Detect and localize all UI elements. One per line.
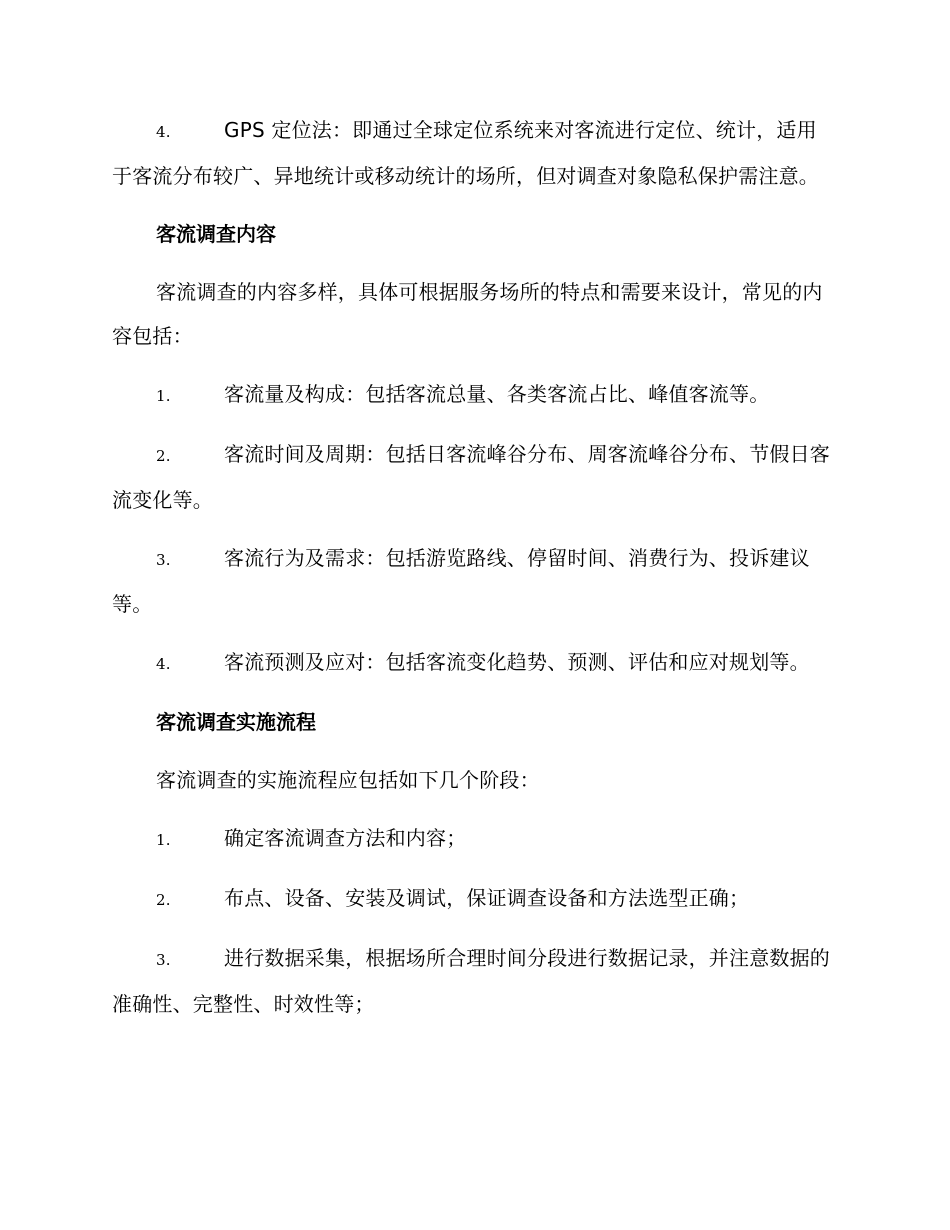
document-page xyxy=(112,108,836,1040)
list-text: 确定客流调查方法和内容； xyxy=(224,826,467,850)
list-text: 客流预测及应对：包括客流变化趋势、预测、评估和应对规划等。 xyxy=(224,650,810,674)
list-item xyxy=(112,536,836,626)
list-number: 2. xyxy=(156,891,171,909)
list-item xyxy=(112,876,836,922)
list-number: 4. xyxy=(156,655,171,673)
list-number: 4. xyxy=(156,123,171,141)
list-item xyxy=(112,432,836,522)
section-heading-content: 客流调查内容 xyxy=(156,222,276,246)
section-intro-process: 客流调查的实施流程应包括如下几个阶段： xyxy=(156,768,540,792)
section-intro-content: 客流调查的内容多样，具体可根据服务场所的特点和需要来设计，常见的内容包括： xyxy=(112,280,823,348)
list-number: 1. xyxy=(156,831,171,849)
list-item xyxy=(112,372,836,418)
list-text: 客流量及构成：包括客流总量、各类客流占比、峰值客流等。 xyxy=(224,382,770,406)
list-item xyxy=(112,936,836,1026)
list-number: 3. xyxy=(156,951,171,969)
list-text: 进行数据采集，根据场所合理时间分段进行数据记录，并注意数据的准确性、完整性、时效性等； xyxy=(112,946,830,1016)
list-text: GPS 定位法：即通过全球定位系统来对客流进行定位、统计，适用于客流分布较广、异地统计或移动统计的场所，但对调查对象隐私保护需注意。 xyxy=(112,118,819,188)
list-text: 布点、设备、安装及调试，保证调查设备和方法选型正确； xyxy=(224,886,750,910)
list-number: 2. xyxy=(156,447,171,465)
list-number: 3. xyxy=(156,551,171,569)
list-item xyxy=(112,816,836,862)
list-text: 客流行为及需求：包括游览路线、停留时间、消费行为、投诉建议等。 xyxy=(112,546,810,616)
list-item xyxy=(112,640,836,686)
list-number: 1. xyxy=(156,387,171,405)
list-text: 客流时间及周期：包括日客流峰谷分布、周客流峰谷分布、节假日客流变化等。 xyxy=(112,442,830,512)
section-heading-process: 客流调查实施流程 xyxy=(156,710,316,734)
list-item-gps xyxy=(112,108,836,198)
